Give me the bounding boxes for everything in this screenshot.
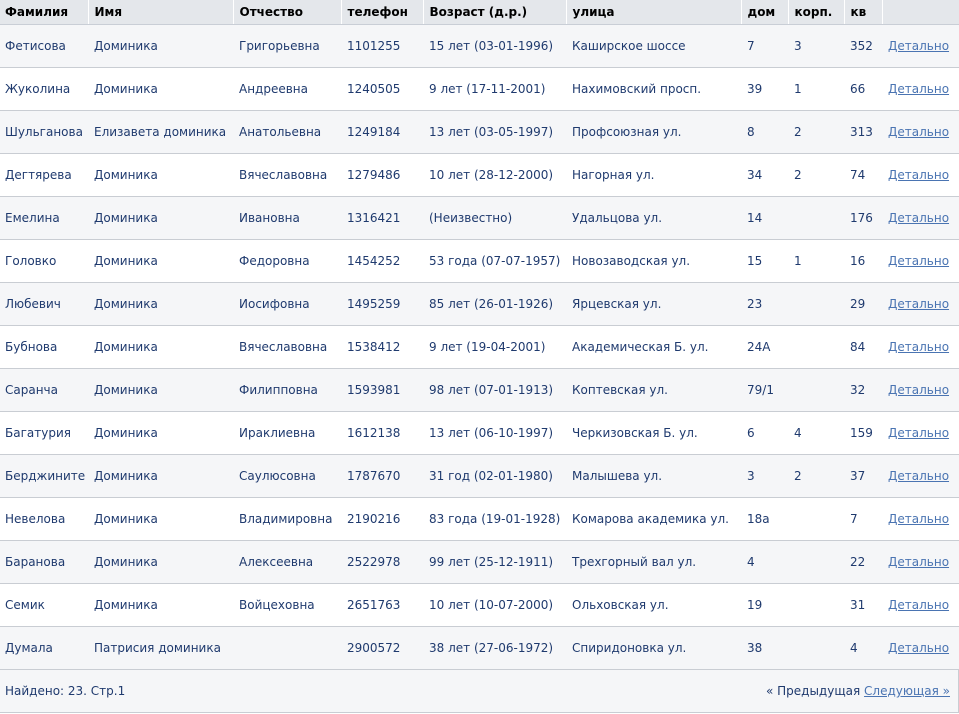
- detail-link[interactable]: Детально: [888, 598, 950, 612]
- cell-age: 10 лет (28-12-2000): [423, 154, 566, 197]
- cell-street: Каширское шоссе: [566, 25, 741, 68]
- cell-phone: 2522978: [341, 541, 423, 584]
- cell-patronymic: Владимировна: [233, 498, 341, 541]
- cell-apt: 22: [844, 541, 882, 584]
- cell-phone: 1454252: [341, 240, 423, 283]
- cell-action: [882, 25, 959, 68]
- cell-name: Доминика: [88, 498, 233, 541]
- cell-building: 2: [788, 111, 844, 154]
- cell-phone: 1279486: [341, 154, 423, 197]
- cell-street: Комарова академика ул.: [566, 498, 741, 541]
- cell-apt: 7: [844, 498, 882, 541]
- cell-phone: 2651763: [341, 584, 423, 627]
- detail-link[interactable]: Детально: [888, 82, 950, 96]
- cell-age: (Неизвестно): [423, 197, 566, 240]
- cell-house: 18а: [741, 498, 788, 541]
- cell-patronymic: Войцеховна: [233, 584, 341, 627]
- cell-building: 3: [788, 25, 844, 68]
- cell-age: 31 год (02-01-1980): [423, 455, 566, 498]
- detail-link[interactable]: Детально: [888, 39, 950, 53]
- table-row: [0, 326, 959, 369]
- table-row: [0, 111, 959, 154]
- cell-name: Доминика: [88, 68, 233, 111]
- detail-link[interactable]: Детально: [888, 469, 950, 483]
- cell-apt: 352: [844, 25, 882, 68]
- cell-surname: Бубнова: [0, 326, 88, 369]
- cell-house: 24А: [741, 326, 788, 369]
- table-row: [0, 154, 959, 197]
- cell-street: Спиридоновка ул.: [566, 627, 741, 670]
- detail-link[interactable]: Детально: [888, 641, 950, 655]
- cell-surname: Любевич: [0, 283, 88, 326]
- cell-house: 14: [741, 197, 788, 240]
- cell-age: 99 лет (25-12-1911): [423, 541, 566, 584]
- cell-street: Ольховская ул.: [566, 584, 741, 627]
- cell-apt: 176: [844, 197, 882, 240]
- cell-name: Доминика: [88, 326, 233, 369]
- cell-age: 98 лет (07-01-1913): [423, 369, 566, 412]
- column-header-building: корп.: [788, 0, 844, 25]
- cell-house: 23: [741, 283, 788, 326]
- cell-surname: Невелова: [0, 498, 88, 541]
- cell-house: 8: [741, 111, 788, 154]
- cell-street: Ярцевская ул.: [566, 283, 741, 326]
- prev-page-label: « Предыдущая: [765, 684, 861, 698]
- detail-link[interactable]: Детально: [888, 168, 950, 182]
- cell-name: Доминика: [88, 584, 233, 627]
- column-header-house: дом: [741, 0, 788, 25]
- cell-building: [788, 369, 844, 412]
- cell-action: [882, 197, 959, 240]
- cell-house: 7: [741, 25, 788, 68]
- cell-action: [882, 240, 959, 283]
- cell-surname: Фетисова: [0, 25, 88, 68]
- cell-name: Доминика: [88, 240, 233, 283]
- cell-patronymic: Анатольевна: [233, 111, 341, 154]
- cell-building: [788, 283, 844, 326]
- cell-building: [788, 541, 844, 584]
- table-row: [0, 627, 959, 670]
- detail-link[interactable]: Детально: [888, 211, 950, 225]
- cell-phone: 1240505: [341, 68, 423, 111]
- cell-age: 9 лет (19-04-2001): [423, 326, 566, 369]
- table-row: [0, 25, 959, 68]
- found-count: Найдено: 23. Стр.1: [5, 684, 126, 698]
- cell-patronymic: Филипповна: [233, 369, 341, 412]
- column-header-action: [882, 0, 959, 25]
- cell-surname: Думала: [0, 627, 88, 670]
- cell-apt: 37: [844, 455, 882, 498]
- detail-link[interactable]: Детально: [888, 383, 950, 397]
- table-row: [0, 584, 959, 627]
- detail-link[interactable]: Детально: [888, 512, 950, 526]
- table-row: [0, 498, 959, 541]
- cell-name: Доминика: [88, 369, 233, 412]
- cell-action: [882, 369, 959, 412]
- cell-age: 13 лет (03-05-1997): [423, 111, 566, 154]
- cell-phone: 1612138: [341, 412, 423, 455]
- cell-phone: 2900572: [341, 627, 423, 670]
- cell-patronymic: [233, 627, 341, 670]
- cell-street: Черкизовская Б. ул.: [566, 412, 741, 455]
- cell-phone: 1538412: [341, 326, 423, 369]
- table-row: [0, 412, 959, 455]
- cell-patronymic: Ираклиевна: [233, 412, 341, 455]
- cell-street: Нахимовский просп.: [566, 68, 741, 111]
- cell-street: Трехгорный вал ул.: [566, 541, 741, 584]
- cell-house: 79/1: [741, 369, 788, 412]
- cell-age: 53 года (07-07-1957): [423, 240, 566, 283]
- cell-surname: Головко: [0, 240, 88, 283]
- cell-age: 85 лет (26-01-1926): [423, 283, 566, 326]
- cell-name: Елизавета доминика: [88, 111, 233, 154]
- cell-age: 38 лет (27-06-1972): [423, 627, 566, 670]
- cell-house: 34: [741, 154, 788, 197]
- detail-link[interactable]: Детально: [888, 340, 950, 354]
- cell-patronymic: Саулюсовна: [233, 455, 341, 498]
- cell-name: Доминика: [88, 455, 233, 498]
- cell-name: Доминика: [88, 25, 233, 68]
- cell-action: [882, 283, 959, 326]
- cell-street: Академическая Б. ул.: [566, 326, 741, 369]
- cell-apt: 74: [844, 154, 882, 197]
- table-row: [0, 197, 959, 240]
- cell-surname: Жуколина: [0, 68, 88, 111]
- cell-action: [882, 627, 959, 670]
- next-page-link[interactable]: Следующая »: [864, 684, 950, 698]
- cell-patronymic: Григорьевна: [233, 25, 341, 68]
- cell-building: 2: [788, 455, 844, 498]
- cell-patronymic: Алексеевна: [233, 541, 341, 584]
- cell-action: [882, 154, 959, 197]
- table-row: [0, 455, 959, 498]
- pager: [766, 684, 950, 698]
- cell-surname: Баранова: [0, 541, 88, 584]
- cell-name: Патрисия доминика: [88, 627, 233, 670]
- cell-patronymic: Иосифовна: [233, 283, 341, 326]
- cell-action: [882, 584, 959, 627]
- cell-surname: Семик: [0, 584, 88, 627]
- cell-apt: 4: [844, 627, 882, 670]
- detail-link[interactable]: Детально: [888, 426, 950, 440]
- column-header-age: Возраст (д.р.): [423, 0, 566, 25]
- cell-house: 38: [741, 627, 788, 670]
- cell-surname: Шульганова: [0, 111, 88, 154]
- cell-building: [788, 498, 844, 541]
- cell-apt: 29: [844, 283, 882, 326]
- table-row: [0, 68, 959, 111]
- table-row: [0, 541, 959, 584]
- cell-phone: 1787670: [341, 455, 423, 498]
- cell-age: 9 лет (17-11-2001): [423, 68, 566, 111]
- cell-apt: 313: [844, 111, 882, 154]
- cell-patronymic: Вячеславовна: [233, 154, 341, 197]
- cell-building: 1: [788, 240, 844, 283]
- header-row: [0, 0, 959, 25]
- cell-house: 3: [741, 455, 788, 498]
- cell-action: [882, 326, 959, 369]
- cell-street: Новозаводская ул.: [566, 240, 741, 283]
- cell-surname: Емелина: [0, 197, 88, 240]
- cell-action: [882, 541, 959, 584]
- cell-apt: 31: [844, 584, 882, 627]
- cell-phone: 1101255: [341, 25, 423, 68]
- column-header-street: улица: [566, 0, 741, 25]
- cell-name: Доминика: [88, 541, 233, 584]
- cell-apt: 16: [844, 240, 882, 283]
- column-header-phone: телефон: [341, 0, 423, 25]
- column-header-surname: Фамилия: [0, 0, 88, 25]
- cell-street: Удальцова ул.: [566, 197, 741, 240]
- detail-link[interactable]: Детально: [888, 297, 950, 311]
- detail-link[interactable]: Детально: [888, 555, 950, 569]
- cell-building: [788, 326, 844, 369]
- cell-surname: Дегтярева: [0, 154, 88, 197]
- cell-name: Доминика: [88, 197, 233, 240]
- table-row: [0, 240, 959, 283]
- detail-link[interactable]: Детально: [888, 125, 950, 139]
- cell-house: 6: [741, 412, 788, 455]
- cell-apt: 84: [844, 326, 882, 369]
- cell-street: Коптевская ул.: [566, 369, 741, 412]
- cell-action: [882, 111, 959, 154]
- cell-building: 4: [788, 412, 844, 455]
- cell-building: [788, 197, 844, 240]
- cell-age: 83 года (19-01-1928): [423, 498, 566, 541]
- column-header-patronymic: Отчество: [233, 0, 341, 25]
- table-row: [0, 369, 959, 412]
- cell-building: 1: [788, 68, 844, 111]
- cell-phone: 1249184: [341, 111, 423, 154]
- cell-name: Доминика: [88, 154, 233, 197]
- cell-action: [882, 498, 959, 541]
- cell-age: 15 лет (03-01-1996): [423, 25, 566, 68]
- cell-house: 15: [741, 240, 788, 283]
- cell-house: 4: [741, 541, 788, 584]
- cell-house: 19: [741, 584, 788, 627]
- cell-street: Профсоюзная ул.: [566, 111, 741, 154]
- cell-surname: Саранча: [0, 369, 88, 412]
- cell-patronymic: Федоровна: [233, 240, 341, 283]
- cell-building: 2: [788, 154, 844, 197]
- column-header-name: Имя: [88, 0, 233, 25]
- cell-building: [788, 627, 844, 670]
- cell-patronymic: Вячеславовна: [233, 326, 341, 369]
- cell-name: Доминика: [88, 283, 233, 326]
- table-footer: [0, 670, 959, 713]
- cell-phone: 1593981: [341, 369, 423, 412]
- cell-patronymic: Ивановна: [233, 197, 341, 240]
- cell-building: [788, 584, 844, 627]
- cell-surname: Багатурия: [0, 412, 88, 455]
- cell-phone: 1495259: [341, 283, 423, 326]
- cell-age: 13 лет (06-10-1997): [423, 412, 566, 455]
- cell-phone: 2190216: [341, 498, 423, 541]
- cell-action: [882, 412, 959, 455]
- table-body: [0, 25, 959, 670]
- cell-age: 10 лет (10-07-2000): [423, 584, 566, 627]
- cell-action: [882, 455, 959, 498]
- cell-street: Малышева ул.: [566, 455, 741, 498]
- cell-house: 39: [741, 68, 788, 111]
- detail-link[interactable]: Детально: [888, 254, 950, 268]
- cell-phone: 1316421: [341, 197, 423, 240]
- cell-patronymic: Андреевна: [233, 68, 341, 111]
- column-header-apt: кв: [844, 0, 882, 25]
- table-row: [0, 283, 959, 326]
- cell-apt: 32: [844, 369, 882, 412]
- cell-apt: 66: [844, 68, 882, 111]
- cell-action: [882, 68, 959, 111]
- cell-surname: Берджините: [0, 455, 88, 498]
- cell-name: Доминика: [88, 412, 233, 455]
- cell-apt: 159: [844, 412, 882, 455]
- cell-street: Нагорная ул.: [566, 154, 741, 197]
